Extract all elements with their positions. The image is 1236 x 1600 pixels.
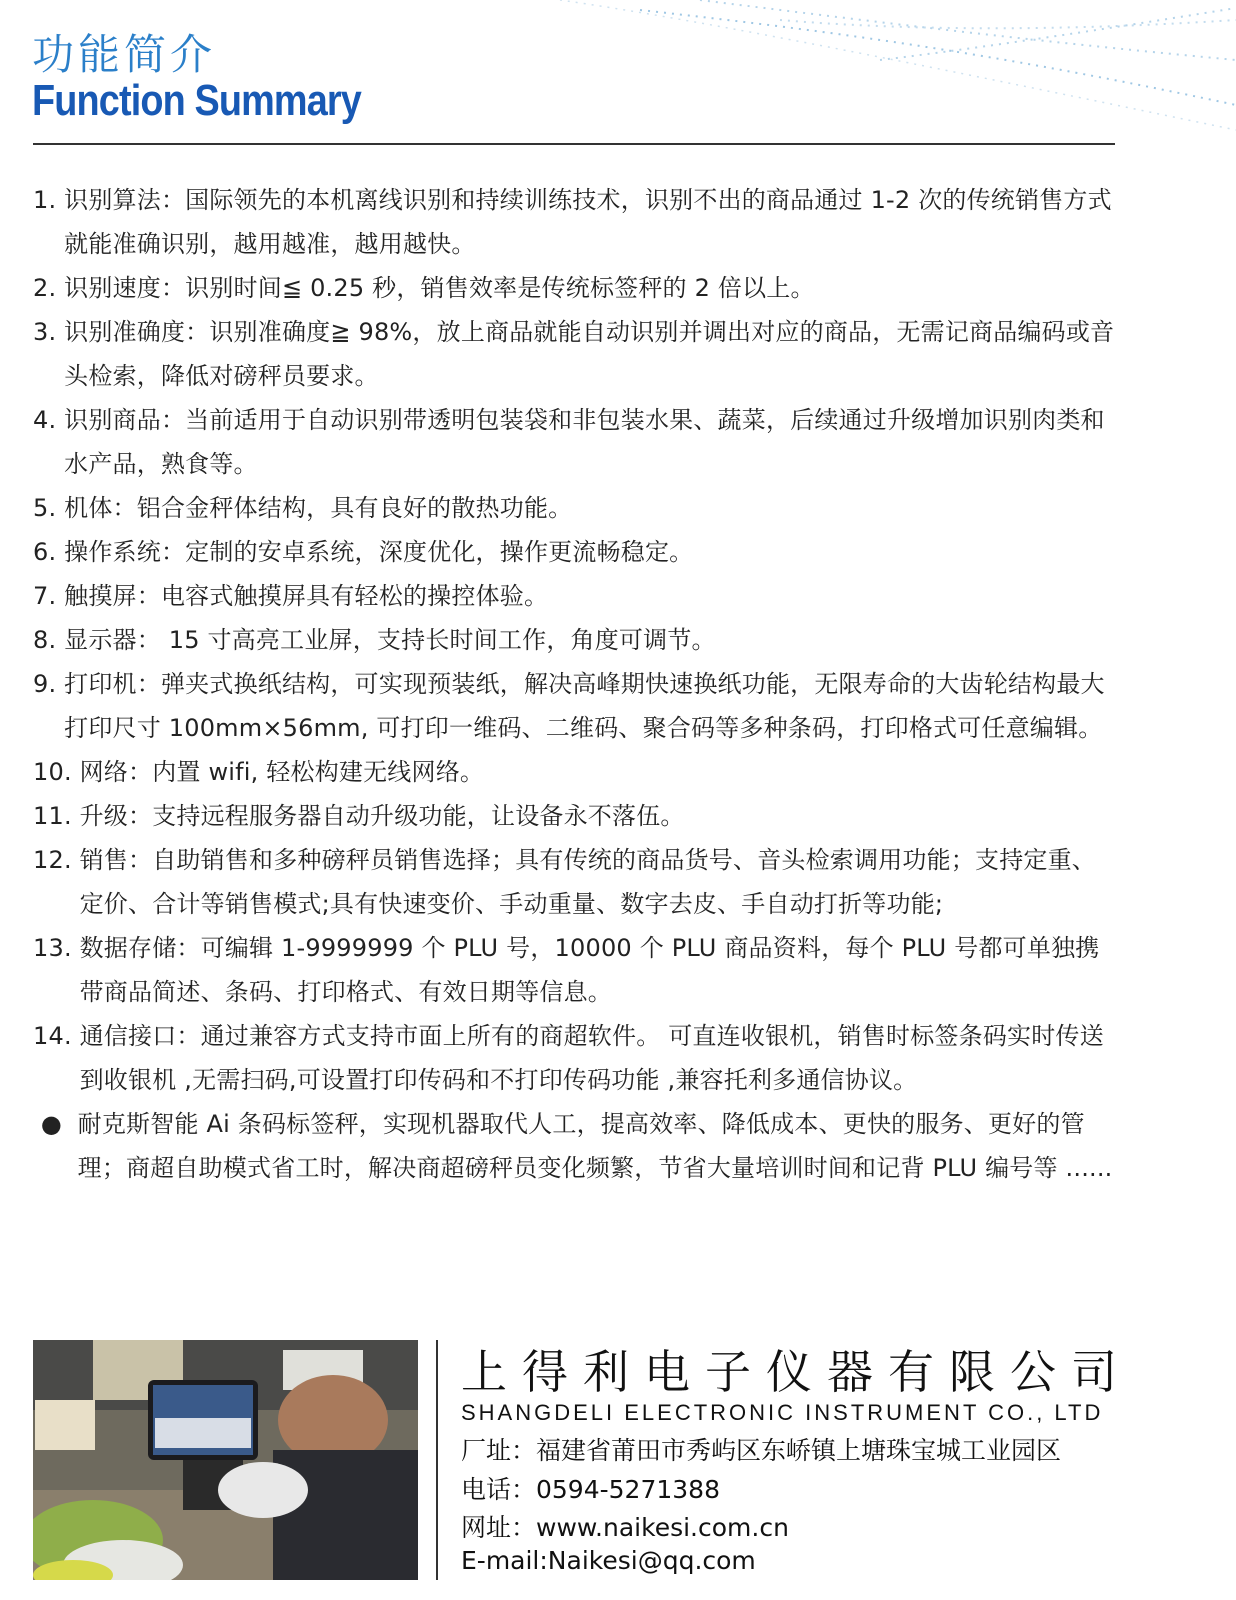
company-website[interactable]: 网址：www.naikesi.com.cn bbox=[461, 1513, 789, 1542]
company-name-cn: 上得利电子仪器有限公司 bbox=[461, 1345, 1132, 1399]
feature-number: 7. bbox=[33, 582, 65, 610]
company-phone: 电话：0594-5271388 bbox=[461, 1475, 720, 1504]
feature-item bbox=[33, 662, 1118, 750]
feature-number: 14. bbox=[33, 1022, 80, 1050]
feature-item bbox=[33, 530, 1118, 574]
company-email[interactable]: E-mail:Naikesi@qq.com bbox=[461, 1546, 756, 1575]
feature-item bbox=[33, 574, 1118, 618]
feature-text: 数据存储：可编辑 1-9999999 个 PLU 号，10000 个 PLU 商品资料，每个 PLU 号都可单独携带商品简述、条码、打印格式、有效日期等信息。 bbox=[79, 934, 1100, 1006]
feature-text: 识别算法：国际领先的本机离线识别和持续训练技术，识别不出的商品通过 1-2 次的传统销售方式就能准确识别，越用越准，越用越快。 bbox=[64, 186, 1112, 258]
page-title-en: Function Summary bbox=[32, 76, 361, 125]
company-name-en: SHANGDELI ELECTRONIC INSTRUMENT CO., LTD bbox=[461, 1400, 1104, 1425]
feature-text: 触摸屏：电容式触摸屏具有轻松的操控体验。 bbox=[64, 582, 549, 610]
feature-number: 4. bbox=[33, 406, 65, 434]
feature-item bbox=[33, 266, 1118, 310]
feature-text: 识别商品：当前适用于自动识别带透明包装袋和非包装水果、蔬菜，后续通过升级增加识别肉类和水产品，熟食等。 bbox=[64, 406, 1105, 478]
feature-text: 显示器： 15 寸高亮工业屏，支持长时间工作，角度可调节。 bbox=[64, 626, 716, 654]
company-address: 厂址：福建省莆田市秀屿区东峤镇上塘珠宝城工业园区 bbox=[461, 1436, 1062, 1465]
feature-text: 打印机：弹夹式换纸结构，可实现预装纸，解决高峰期快速换纸功能，无限寿命的大齿轮结构最大打印尺寸 100mm×56mm, 可打印一维码、二维码、聚合码等多种条码，打印格式可任意编辑。 bbox=[64, 670, 1105, 742]
feature-number: 6. bbox=[33, 538, 65, 566]
feature-number: 10. bbox=[33, 758, 80, 786]
feature-text: 升级：支持远程服务器自动升级功能，让设备永不落伍。 bbox=[79, 802, 685, 830]
feature-item bbox=[33, 750, 1118, 794]
feature-text: 机体：铝合金秤体结构，具有良好的散热功能。 bbox=[64, 494, 573, 522]
feature-number: 3. bbox=[33, 318, 65, 346]
feature-text: 耐克斯智能 Ai 条码标签秤，实现机器取代人工，提高效率、降低成本、更快的服务、更好的管理；商超自助模式省工时，解决商超磅秤员变化频繁，节省大量培训时间和记背 PLU 编号等 ...... bbox=[77, 1110, 1113, 1182]
feature-item bbox=[33, 618, 1118, 662]
feature-list bbox=[33, 178, 1118, 1190]
feature-number: 13. bbox=[33, 934, 80, 962]
feature-item bbox=[33, 926, 1118, 1014]
footer-divider bbox=[436, 1340, 438, 1580]
feature-number: ● bbox=[33, 1110, 78, 1138]
feature-number: 5. bbox=[33, 494, 65, 522]
feature-number: 8. bbox=[33, 626, 65, 654]
feature-number: 12. bbox=[33, 846, 80, 874]
feature-text: 操作系统：定制的安卓系统，深度优化，操作更流畅稳定。 bbox=[64, 538, 694, 566]
feature-item bbox=[33, 310, 1118, 398]
page-title-cn: 功能简介 bbox=[32, 30, 217, 79]
feature-item bbox=[33, 838, 1118, 926]
feature-item bbox=[33, 794, 1118, 838]
header-divider bbox=[33, 143, 1115, 145]
feature-item bbox=[33, 486, 1118, 530]
feature-number: 2. bbox=[33, 274, 65, 302]
feature-text: 销售：自助销售和多种磅秤员销售选择；具有传统的商品货号、音头检索调用功能；支持定重、定价、合计等销售模式;具有快速变价、手动重量、数字去皮、手自动打折等功能; bbox=[79, 846, 1097, 918]
feature-text: 网络：内置 wifi, 轻松构建无线网络。 bbox=[79, 758, 485, 786]
feature-item bbox=[33, 1102, 1118, 1190]
feature-item bbox=[33, 1014, 1118, 1102]
feature-number: 11. bbox=[33, 802, 80, 830]
feature-number: 1. bbox=[33, 186, 65, 214]
feature-text: 识别准确度：识别准确度≧ 98%，放上商品就能自动识别并调出对应的商品，无需记商品编码或音头检索，降低对磅秤员要求。 bbox=[64, 318, 1115, 390]
feature-item bbox=[33, 398, 1118, 486]
feature-text: 通信接口：通过兼容方式支持市面上所有的商超软件。 可直连收银机，销售时标签条码实时传送到收银机 ,无需扫码,可设置打印传码和不打印传码功能 ,兼容托利多通信协议。 bbox=[79, 1022, 1104, 1094]
feature-item bbox=[33, 178, 1118, 266]
product-photo bbox=[33, 1340, 418, 1580]
feature-text: 识别速度：识别时间≦ 0.25 秒，销售效率是传统标签秤的 2 倍以上。 bbox=[64, 274, 815, 302]
feature-number: 9. bbox=[33, 670, 65, 698]
